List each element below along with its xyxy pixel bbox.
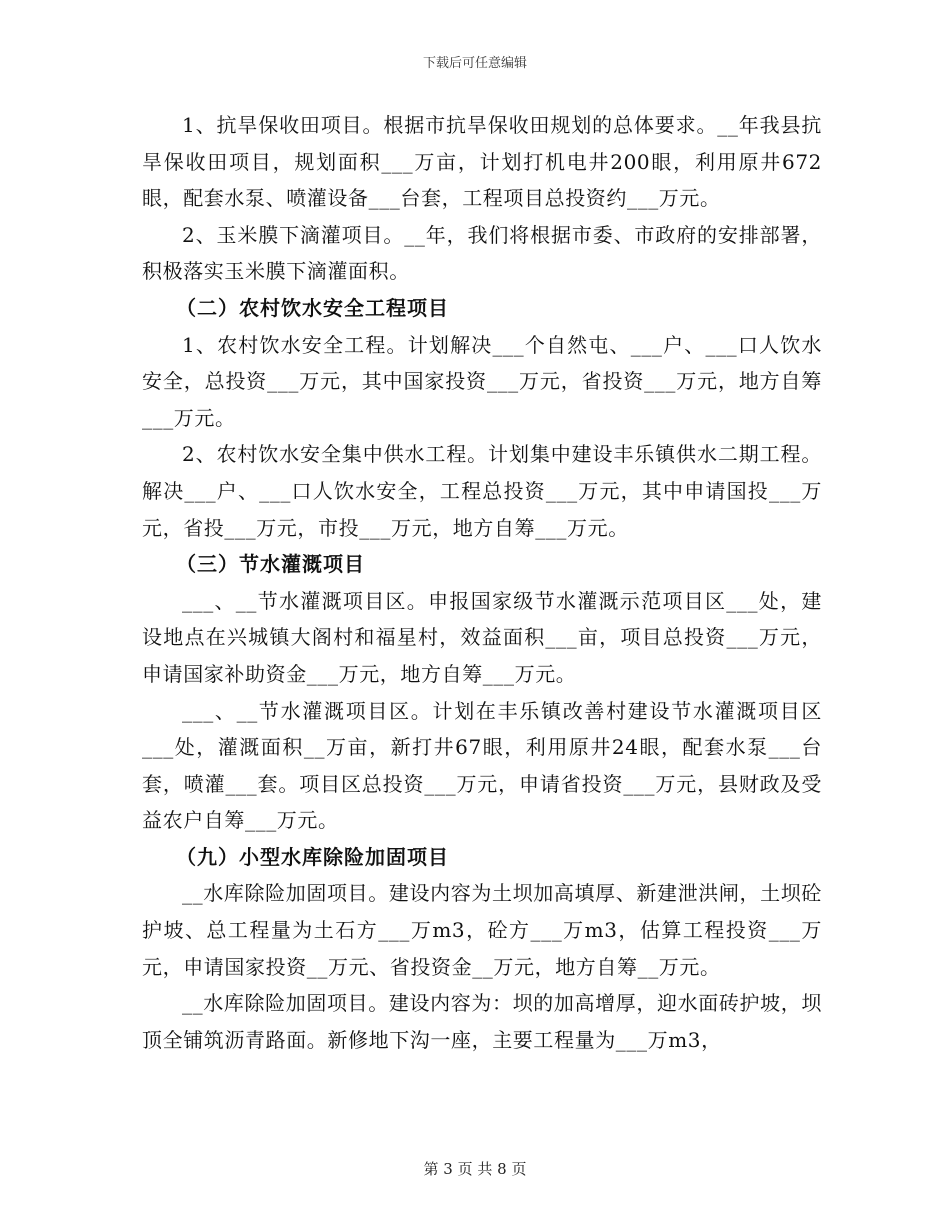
paragraph-drinking-water-safety: 1、农村饮水安全工程。计划解决___个自然屯、___户、___口人饮水安全，总投资___万元，其中国家投资___万元，省投资___万元，地方自筹___万元。 [142,332,822,430]
document-body [142,107,822,1058]
paragraph-reservoir-1: __水库除险加固项目。建设内容为土坝加高填厚、新建泄洪闸，土坝砼护坡、总工程量为土石方___万m3，砼方___万m3，估算工程投资___万元，申请国家投资__万元、省投资金__万元，地方自筹__万元。 [142,881,822,979]
paragraph-drought-field: 1、抗旱保收田项目。根据市抗旱保收田规划的总体要求。__年我县抗旱保收田项目，规划面积___万亩，计划打机电井200眼，利用原井672眼，配套水泵、喷灌设备___台套，工程项目总投资约___万元。 [142,113,822,211]
paragraph-central-water-supply: 2、农村饮水安全集中供水工程。计划集中建设丰乐镇供水二期工程。解决___户、___口人饮水安全，工程总投资___万元，其中申请国投___万元，省投___万元，市投___万元，地方自筹___万元。 [142,442,822,540]
page-header: 下载后可任意编辑 [422,56,527,71]
paragraph-water-saving-area-2: ___、__节水灌溉项目区。计划在丰乐镇改善村建设节水灌溉项目区___处，灌溉面积__万亩，新打井67眼，利用原井24眼，配套水泵___台套，喷灌___套。项目区总投资___万元，申请省投资___万元，县财政及受益农户自筹___万元。 [142,698,822,833]
paragraph-water-saving-area-1: ___、__节水灌溉项目区。申报国家级节水灌溉示范项目区___处，建设地点在兴城镇大阁村和福星村，效益面积___亩，项目总投资___万元，申请国家补助资金___万元，地方自筹___万元。 [142,588,822,686]
section-heading-drinking-water: （二）农村饮水安全工程项目 [176,295,449,320]
section-heading-water-saving: （三）节水灌溉项目 [176,552,365,577]
section-heading-reservoir: （九）小型水库除险加固项目 [176,844,449,869]
paragraph-reservoir-2: __水库除险加固项目。建设内容为：坝的加高增厚，迎水面砖护坡，坝顶全铺筑沥青路面。新修地下沟一座，主要工程量为___万m3， [142,991,822,1052]
paragraph-drip-irrigation: 2、玉米膜下滴灌项目。__年，我们将根据市委、市政府的安排部署，积极落实玉米膜下滴灌面积。 [142,222,822,284]
page-footer: 第 3 页 共 8 页 [423,1160,527,1178]
